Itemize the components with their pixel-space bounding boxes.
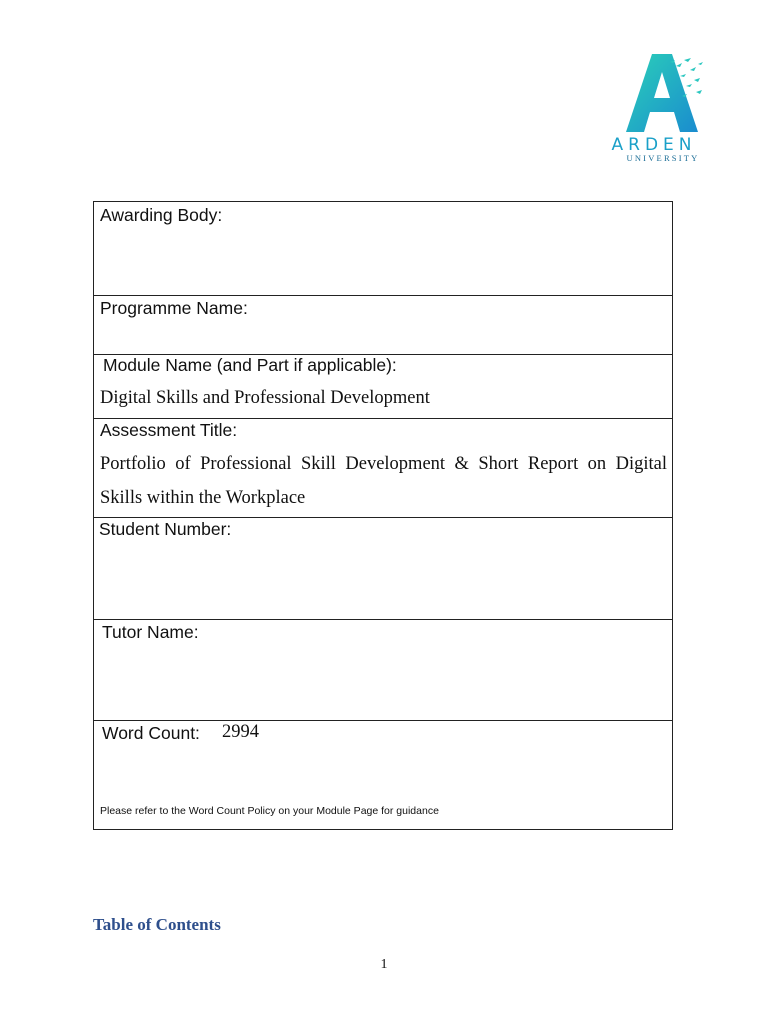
- assessment-title-row: [94, 419, 672, 518]
- student-number-row: [94, 518, 672, 620]
- logo-wordmark: ARDEN: [611, 135, 697, 155]
- awarding-body-label: Awarding Body:: [100, 205, 223, 225]
- tutor-name-label: Tutor Name:: [102, 622, 199, 642]
- word-count-note: Please refer to the Word Count Policy on your Module Page for guidance: [100, 805, 439, 817]
- logo-subtitle: UNIVERSITY: [626, 153, 700, 163]
- assessment-title-value: Portfolio of Professional Skill Development & Short Report on Digital Skills within the Workplace: [100, 454, 667, 508]
- word-count-label: Word Count:: [102, 723, 200, 743]
- programme-name-label: Programme Name:: [100, 298, 248, 318]
- module-name-label: Module Name (and Part if applicable):: [103, 355, 397, 375]
- programme-name-row: [94, 296, 672, 355]
- module-name-row: [94, 355, 672, 419]
- page-number: 1: [380, 957, 388, 972]
- arden-university-logo: [600, 52, 710, 164]
- awarding-body-row: [94, 202, 672, 296]
- assessment-title-label: Assessment Title:: [100, 420, 238, 440]
- word-count-value: 2994: [222, 722, 259, 742]
- cover-sheet-form: [93, 201, 673, 830]
- tutor-name-row: [94, 620, 672, 721]
- arden-logo-mark-icon: [610, 52, 705, 134]
- word-count-row: [94, 721, 672, 829]
- table-of-contents-heading: Table of Contents: [93, 915, 221, 934]
- student-number-label: Student Number:: [99, 519, 232, 539]
- module-name-value: Digital Skills and Professional Development: [100, 388, 430, 408]
